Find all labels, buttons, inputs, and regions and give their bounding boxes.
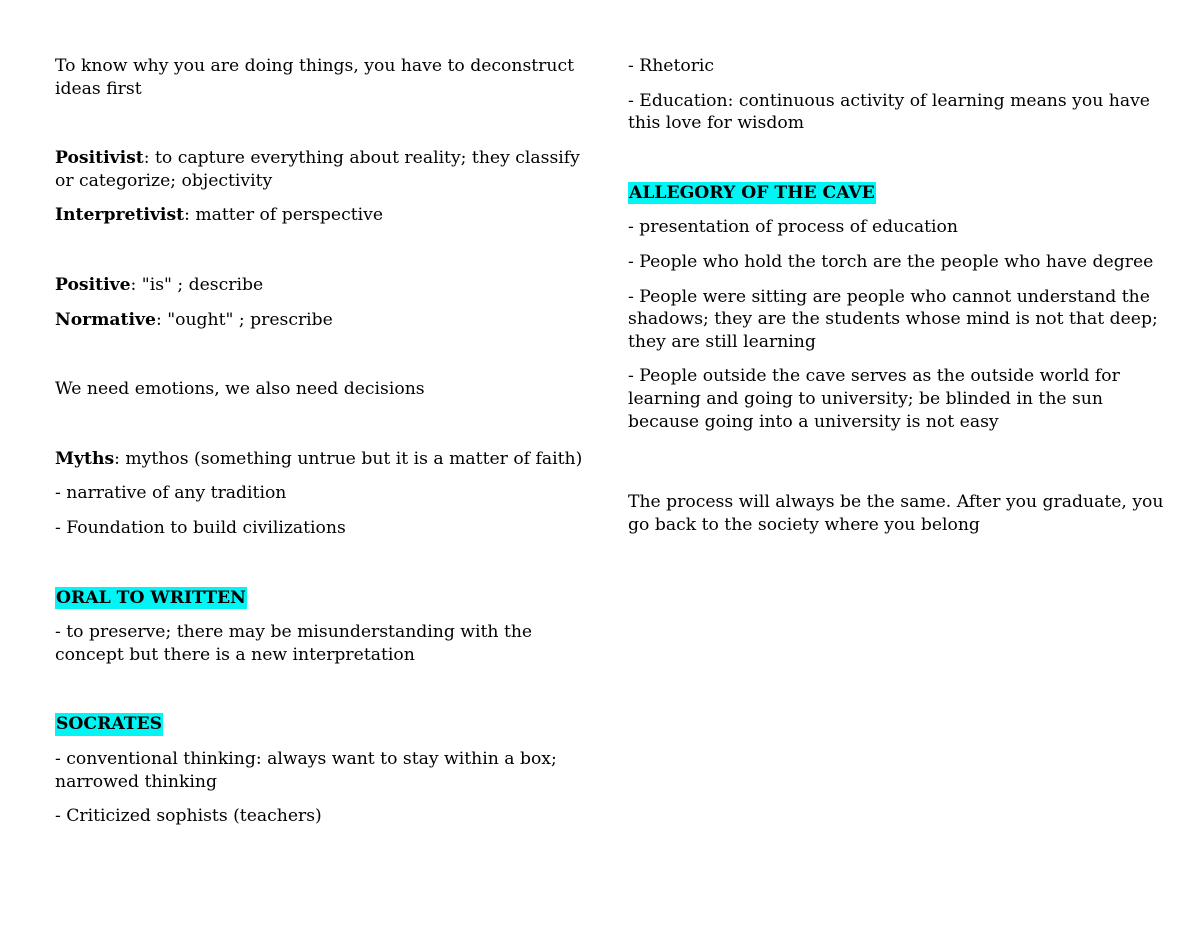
interpretivist-definition: [55, 204, 585, 227]
normative-term: Normative: [55, 309, 156, 330]
list-item: - People outside the cave serves as the outside world for learning and going to university; be blinded in the sun because going into a university is not easy: [628, 366, 1120, 432]
socrates-heading: SOCRATES: [56, 714, 163, 735]
positive-text: : "is" ; describe: [130, 274, 264, 295]
myths-text: : mythos (something untrue but it is a matter of faith): [114, 448, 583, 469]
positivist-term: Positivist: [55, 148, 144, 169]
positivist-text: : to capture everything about reality; they classify or categorize; objectivity: [55, 148, 580, 191]
list-item: - Rhetoric: [628, 56, 715, 76]
list-item: - narrative of any tradition: [55, 483, 287, 504]
list-item: - People who hold the torch are the people who have degree: [628, 251, 1154, 272]
spacer: [55, 552, 585, 587]
spacer: [55, 239, 585, 274]
interpretivist-text: : matter of perspective: [184, 205, 384, 226]
list-item: - People were sitting are people who cannot understand the shadows; they are the students whose mind is not that deep; they are still learning: [628, 286, 1158, 352]
positive-term: Positive: [55, 274, 131, 295]
list-item: - presentation of process of education: [628, 217, 958, 238]
myths-term: Myths: [55, 448, 115, 469]
intro-paragraph: To know why you are doing things, you have to deconstruct ideas first: [55, 56, 574, 99]
spacer: [55, 112, 585, 147]
interpretivist-term: Interpretivist: [55, 205, 185, 226]
right-column: [628, 55, 1168, 548]
normative-text: : "ought" ; prescribe: [155, 309, 333, 330]
socrates-heading-line: [55, 713, 585, 736]
allegory-of-the-cave-heading: ALLEGORY OF THE CAVE: [629, 182, 875, 203]
positive-definition: [55, 274, 585, 297]
oral-to-written-heading: ORAL TO WRITTEN: [56, 587, 246, 608]
list-item: - conventional thinking: always want to stay within a box; narrowed thinking: [55, 748, 557, 792]
list-item: - Foundation to build civilizations: [55, 517, 346, 538]
list-item: - Criticized sophists (teachers): [55, 806, 322, 827]
oral-to-written-heading-line: [55, 587, 585, 610]
list-item: - to preserve; there may be misunderstanding with the concept but there is a new interpretation: [55, 622, 533, 665]
spacer: [628, 147, 1168, 182]
left-column: [55, 55, 585, 840]
spacer: [55, 678, 585, 713]
normative-definition: [55, 309, 585, 332]
closing-paragraph: The process will always be the same. After you graduate, you go back to the society where you belong: [628, 492, 1164, 535]
positivist-definition: [55, 147, 585, 192]
spacer: [55, 343, 585, 378]
myths-definition: [55, 448, 585, 471]
list-item: - Education: continuous activity of learning means you have this love for wisdom: [628, 90, 1150, 134]
spacer: [628, 445, 1168, 491]
emotions-paragraph: We need emotions, we also need decisions: [55, 379, 425, 400]
spacer: [55, 413, 585, 448]
allegory-heading-line: [628, 182, 1168, 205]
